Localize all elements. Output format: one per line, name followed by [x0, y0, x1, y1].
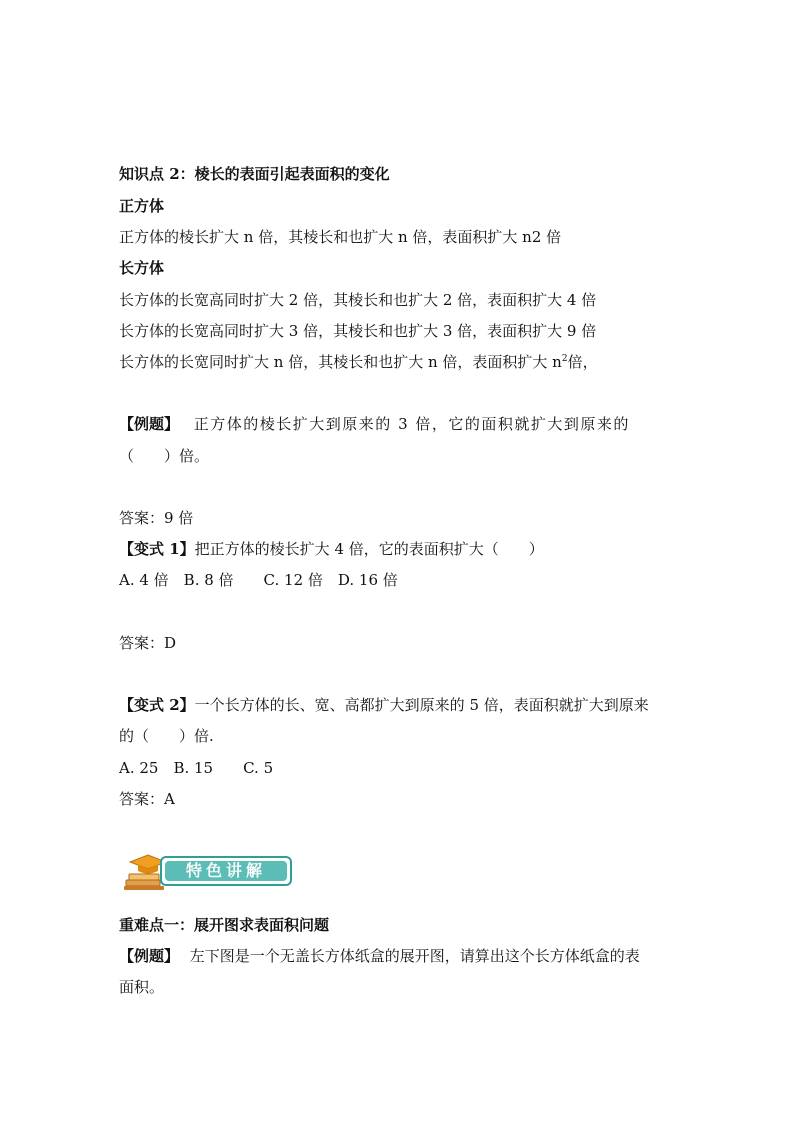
variant1-tag: 【变式 1】 — [119, 540, 195, 558]
variant1-answer: 答案：D — [119, 634, 177, 652]
badge-frame — [160, 856, 292, 886]
cube-heading: 正方体 — [119, 197, 165, 215]
example2-text: 左下图是一个无盖长方体纸盒的展开图，请算出这个长方体纸盒的表 — [189, 947, 640, 965]
variant2-question — [119, 695, 649, 715]
example1-text: 正方体的棱长扩大到原来的 3 倍，它的面积就扩大到原来的 — [193, 415, 630, 433]
example1-tag: 【例题】 — [119, 415, 180, 433]
variant2-answer: 答案：A — [119, 790, 175, 808]
variant1-options: A. 4 倍 B. 8 倍 C. 12 倍 D. 16 倍 — [119, 571, 398, 589]
cuboid-rule-3x: 长方体的长宽高同时扩大 3 倍，其棱长和也扩大 3 倍，表面积扩大 9 倍 — [119, 322, 597, 340]
variant1-question — [119, 539, 544, 559]
example2-line1 — [119, 946, 640, 966]
cuboid-heading: 长方体 — [119, 259, 165, 277]
knowledge-point-title: 知识点 2：棱长的表面引起表面积的变化 — [119, 165, 390, 183]
example1-line1 — [119, 414, 630, 434]
feature-badge — [120, 850, 295, 892]
example2-tag: 【例题】 — [119, 947, 180, 965]
example1-line2: （ ）倍。 — [119, 447, 210, 465]
cuboid-rule-nx-suffix: 倍， — [567, 353, 598, 371]
variant1-text: 把正方体的棱长扩大 4 倍，它的表面积扩大（ ） — [194, 540, 544, 558]
example1-answer: 答案：9 倍 — [119, 509, 194, 527]
badge-label: 特色讲解 — [165, 861, 287, 881]
example2-line2: 面积。 — [119, 978, 165, 996]
cuboid-rule-nx-exponent: 2 — [561, 354, 568, 364]
variant2-text: 一个长方体的长、宽、高都扩大到原来的 5 倍，表面积就扩大到原来 — [194, 696, 649, 714]
difficulty-title: 重难点一：展开图求表面积问题 — [119, 916, 330, 934]
variant2-tag: 【变式 2】 — [119, 696, 195, 714]
cube-rule: 正方体的棱长扩大 n 倍，其棱长和也扩大 n 倍，表面积扩大 n2 倍 — [119, 228, 562, 246]
cuboid-rule-nx-prefix: 长方体的长宽同时扩大 n 倍，其棱长和也扩大 n 倍，表面积扩大 n — [119, 353, 562, 371]
cuboid-rule-2x: 长方体的长宽高同时扩大 2 倍，其棱长和也扩大 2 倍，表面积扩大 4 倍 — [119, 291, 597, 309]
variant2-line2: 的（ ）倍. — [119, 727, 214, 745]
cuboid-rule-nx — [119, 352, 598, 372]
variant2-options: A. 25 B. 15 C. 5 — [119, 759, 274, 777]
